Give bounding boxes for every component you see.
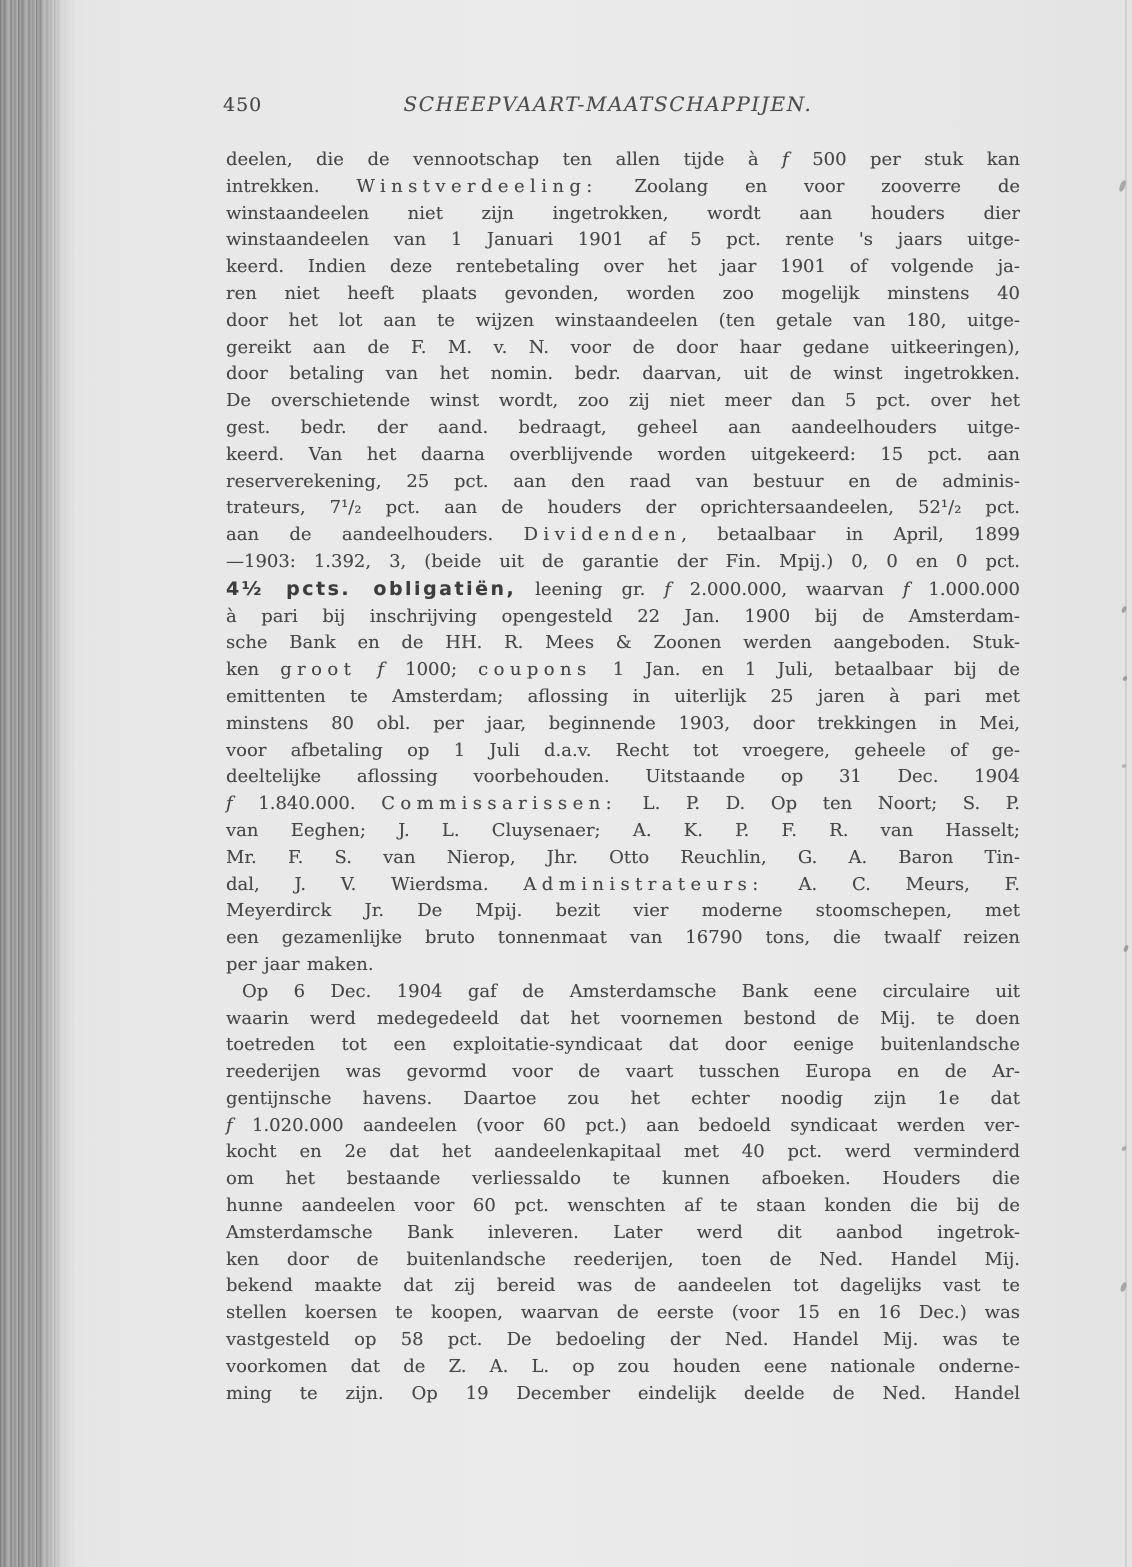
text-line xyxy=(226,925,1020,952)
text-line xyxy=(226,1273,1020,1300)
text-run: bekend maakte dat zij bereid was de aandeelen tot dagelijks vast te xyxy=(226,1275,1020,1297)
text-line xyxy=(226,335,1020,362)
text-run: voorkomen dat de Z. A. L. op zou houden eene nationale onderne- xyxy=(226,1355,1020,1377)
text-run: emittenten te Amsterdam; aflossing in uiterlijk 25 jaren à pari met xyxy=(226,685,1020,707)
text-line xyxy=(226,415,1020,442)
text-run: Meyerdirck Jr. De Mpij. bezit vier moderne stoomschepen, met xyxy=(226,900,1020,922)
text-line xyxy=(226,952,1020,979)
florin-sign: f xyxy=(664,578,671,600)
text-line xyxy=(226,1327,1020,1354)
text-line xyxy=(226,630,1020,657)
text-run: —1903: 1.392, 3, (beide uit de garantie der Fin. Mpij.) 0, 0 en 0 pct. xyxy=(226,550,1020,572)
text-run: 1000; xyxy=(384,659,479,681)
text-run: keerd. Van het daarna overblijvende worden uitgekeerd: 15 pct. aan xyxy=(226,443,1020,465)
text-run: kocht en 2e dat het aandeelenkapitaal met 40 pct. werd verminderd xyxy=(226,1141,1020,1163)
spaced-emphasis-run: Administrateurs: xyxy=(523,873,764,895)
text-run: 1.000.000 xyxy=(909,578,1020,600)
text-run: aan de aandeelhouders. xyxy=(226,524,524,546)
text-line xyxy=(226,845,1020,872)
text-line xyxy=(226,979,1020,1006)
text-run: winstaandeelen van 1 Januari 1901 af 5 pct. rente 's jaars uitge- xyxy=(226,229,1020,251)
text-run: Mr. F. S. van Nierop, Jhr. Otto Reuchlin, G. A. Baron Tin- xyxy=(226,846,1020,868)
scan-artifact-speck xyxy=(1123,945,1129,953)
text-run: sche Bank en de HH. R. Mees & Zoonen werden aangeboden. Stuk- xyxy=(226,632,1020,654)
text-line xyxy=(226,147,1020,174)
text-run: hunne aandeelen voor 60 pct. wenschten af te staan konden die bij de xyxy=(226,1195,1020,1217)
text-line xyxy=(226,764,1020,791)
text-run: stellen koersen te koopen, waarvan de eerste (voor 15 en 16 Dec.) was xyxy=(226,1302,1020,1324)
text-run: door het lot aan te wijzen winstaandeelen (ten getale van 180, uitge- xyxy=(226,309,1020,331)
text-line xyxy=(226,1220,1020,1247)
text-run: 2.000.000, waarvan xyxy=(670,578,903,600)
text-line xyxy=(226,1086,1020,1113)
text-run: een gezamenlijke bruto tonnenmaat van 16790 tons, die twaalf reizen xyxy=(226,927,1020,949)
text-run: 1.020.000 aandeelen (voor 60 pct.) aan bedoeld syndicaat werden ver- xyxy=(232,1114,1020,1136)
florin-sign: f xyxy=(782,149,789,170)
text-run: à pari bij inschrijving opengesteld 22 Jan. 1900 bij de Amsterdam- xyxy=(226,605,1020,627)
florin-sign: f xyxy=(226,793,233,815)
text-run: L. P. D. Op ten Noort; S. P. xyxy=(617,793,1020,815)
text-run: Op 6 Dec. 1904 gaf de Amsterdamsche Bank eene circulaire uit xyxy=(242,980,1020,1002)
page-content-column xyxy=(223,0,1021,1567)
florin-sign: f xyxy=(902,578,910,600)
text-run: , betaalbaar in April, 1899 xyxy=(681,524,1020,546)
spaced-emphasis-run: groot xyxy=(280,659,357,681)
text-run: deelen, die de vennootschap ten allen tijde à xyxy=(226,149,783,170)
text-run: 1 Jan. en 1 Juli, betaalbaar bij de xyxy=(591,659,1021,681)
text-line xyxy=(226,1032,1020,1059)
text-line xyxy=(226,818,1020,845)
bold-run: 4½ pcts. obligatiën, xyxy=(226,577,517,600)
text-line xyxy=(226,872,1020,899)
text-run: deeltelijke aflossing voorbehouden. Uitstaande op 31 Dec. 1904 xyxy=(226,766,1020,788)
text-run: Zoolang en voor zooverre de xyxy=(597,175,1020,197)
text-run: winstaandeelen niet zijn ingetrokken, wordt aan houders dier xyxy=(226,202,1020,224)
text-line xyxy=(226,1354,1020,1381)
text-run: 500 per stuk kan xyxy=(788,149,1020,170)
spaced-emphasis-run: Winstverdeeling: xyxy=(356,175,598,197)
text-run: 1.840.000. xyxy=(232,793,382,815)
text-run: waarin werd medegedeeld dat het voornemen bestond de Mij. te doen xyxy=(226,1007,1020,1029)
text-line xyxy=(226,388,1020,415)
florin-sign: f xyxy=(377,659,385,681)
text-line xyxy=(226,738,1020,765)
text-run: ming te zijn. Op 19 December eindelijk deelde de Ned. Handel xyxy=(226,1382,1020,1404)
text-run: voor afbetaling op 1 Juli d.a.v. Recht tot vroegere, geheele of ge- xyxy=(226,739,1020,761)
text-line xyxy=(226,684,1020,711)
text-line xyxy=(226,281,1020,308)
text-line xyxy=(226,174,1020,201)
spaced-emphasis-run: Dividenden xyxy=(523,524,682,546)
text-run: dal, J. V. Wierdsma. xyxy=(226,873,524,895)
text-line xyxy=(226,1059,1020,1086)
text-line xyxy=(226,1006,1020,1033)
text-line xyxy=(226,1113,1020,1140)
spaced-emphasis-run: coupons xyxy=(478,659,592,681)
spaced-emphasis-run: Commissarissen: xyxy=(381,793,618,815)
text-line xyxy=(226,898,1020,925)
text-line xyxy=(226,469,1020,496)
page-number: 450 xyxy=(223,94,263,116)
text-run: ren niet heeft plaats gevonden, worden zoo mogelijk minstens 40 xyxy=(226,282,1020,304)
text-run: keerd. Indien deze rentebetaling over het jaar 1901 of volgende ja- xyxy=(226,256,1020,278)
text-run: door betaling van het nomin. bedr. daarvan, uit de winst ingetrokken. xyxy=(226,363,1020,385)
text-run: om het bestaande verliessaldo te kunnen afboeken. Houders die xyxy=(226,1168,1020,1190)
text-run: per jaar maken. xyxy=(226,953,374,975)
page-edge-line xyxy=(1125,0,1127,1567)
text-line xyxy=(226,201,1020,228)
text-line xyxy=(226,308,1020,335)
text-line xyxy=(226,1247,1020,1274)
text-line xyxy=(226,1381,1020,1408)
florin-sign: f xyxy=(226,1114,233,1136)
text-line xyxy=(226,1139,1020,1166)
text-run xyxy=(356,659,377,680)
text-run: vastgesteld op 58 pct. De bedoeling der Ned. Handel Mij. was te xyxy=(226,1329,1020,1351)
text-run: leening gr. xyxy=(516,578,665,600)
text-line xyxy=(226,1300,1020,1327)
text-run: gereikt aan de F. M. v. N. voor de door haar gedane uitkeeringen), xyxy=(226,336,1020,358)
text-line xyxy=(226,361,1020,388)
text-run: intrekken. xyxy=(226,175,357,197)
text-run: reserverekening, 25 pct. aan den raad van bestuur en de adminis- xyxy=(226,470,1020,492)
text-run: ken door de buitenlandsche reederijen, toen de Ned. Handel Mij. xyxy=(226,1248,1020,1270)
running-title: SCHEEPVAART-MAATSCHAPPIJEN. xyxy=(403,92,813,116)
text-run: ken xyxy=(226,659,281,681)
book-binding-edge xyxy=(0,0,78,1567)
text-line xyxy=(226,442,1020,469)
text-line xyxy=(226,495,1020,522)
page-header xyxy=(223,92,1020,120)
text-run: De overschietende winst wordt, zoo zij niet meer dan 5 pct. over het xyxy=(226,390,1020,412)
text-run: minstens 80 obl. per jaar, beginnende 1903, door trekkingen in Mei, xyxy=(226,712,1020,734)
text-line xyxy=(226,522,1020,549)
text-line xyxy=(226,1193,1020,1220)
text-line xyxy=(226,549,1020,576)
text-run: gentijnsche havens. Daartoe zou het echter noodig zijn 1e dat xyxy=(226,1087,1020,1109)
text-line xyxy=(226,604,1020,631)
text-line xyxy=(226,254,1020,281)
text-line xyxy=(226,576,1020,604)
text-run: Amsterdamsche Bank inleveren. Later werd dit aanbod ingetrok- xyxy=(226,1221,1020,1243)
text-line xyxy=(226,227,1020,254)
text-line xyxy=(226,657,1020,684)
text-run: toetreden tot een exploitatie-syndicaat dat door eenige buitenlandsche xyxy=(226,1034,1020,1056)
text-line xyxy=(226,791,1020,818)
text-run: reederijen was gevormd voor de vaart tusschen Europa en de Ar- xyxy=(226,1061,1020,1083)
text-run: van Eeghen; J. L. Cluysenaer; A. K. P. F. R. van Hasselt; xyxy=(226,819,1020,841)
text-run: A. C. Meurs, F. xyxy=(763,873,1020,895)
text-block xyxy=(226,147,1020,1407)
text-run: gest. bedr. der aand. bedraagt, geheel aan aandeelhouders uitge- xyxy=(226,416,1020,438)
text-line xyxy=(226,711,1020,738)
text-run: trateurs, 7¹/₂ pct. aan de houders der oprichtersaandeelen, 52¹/₂ pct. xyxy=(226,497,1020,519)
text-line xyxy=(226,1166,1020,1193)
